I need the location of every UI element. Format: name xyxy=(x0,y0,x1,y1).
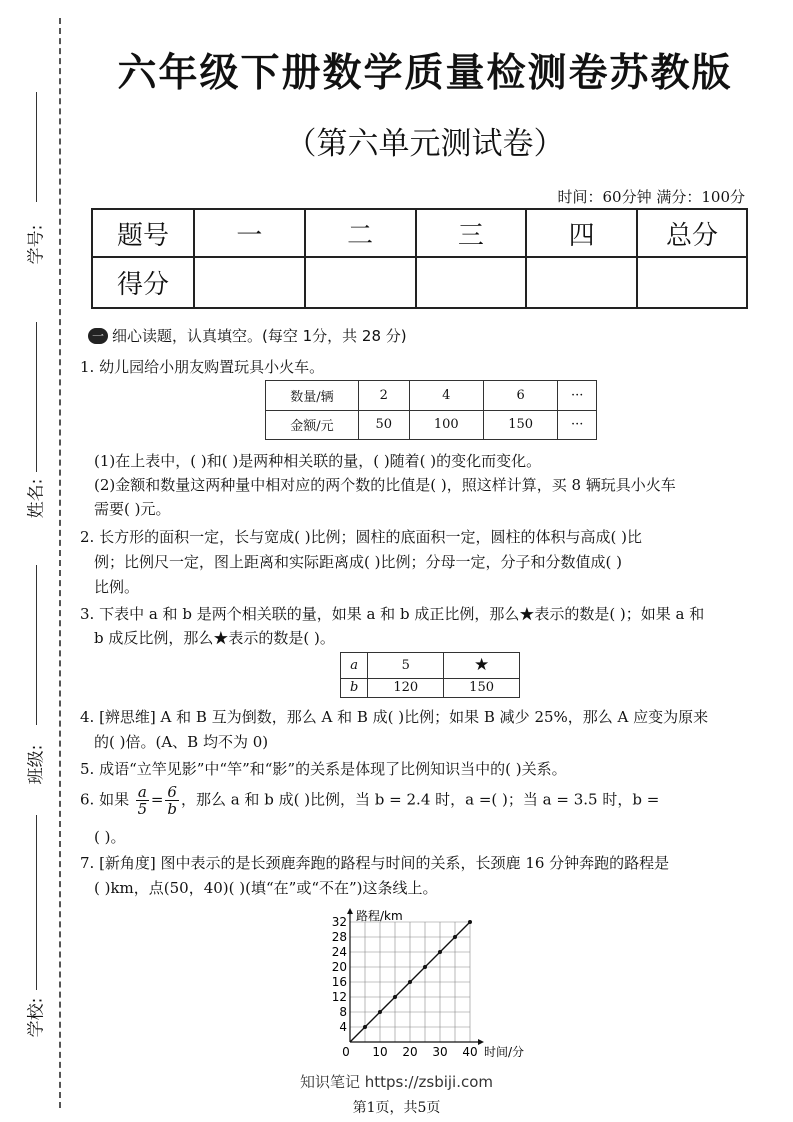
footer-page-number: 第1页，共5页 xyxy=(352,1100,441,1116)
x-axis-label: 时间/分 xyxy=(484,1045,525,1059)
x-tick-label: 10 xyxy=(372,1045,388,1059)
binding-dashed-line xyxy=(59,18,61,1108)
school-label: 学校: xyxy=(26,997,47,1038)
q3-table xyxy=(340,652,520,698)
data-point xyxy=(408,980,412,984)
q6-suffix: ，那么 a 和 b 成( )比例，当 b = 2.4 时，a =( )；当 a = 3.5 时，b = xyxy=(180,790,660,809)
score-header-cell: 二 xyxy=(305,209,416,257)
q6-line1 xyxy=(80,784,659,817)
q5-line1: 5. 成语“立竿见影”中“竿”和“影”的关系是体现了比例知识当中的( )关系。 xyxy=(80,760,567,778)
data-point xyxy=(378,1010,382,1014)
x-tick-label: 30 xyxy=(432,1045,448,1059)
y-tick-label: 20 xyxy=(331,960,347,974)
q3-table-cell: 150 xyxy=(444,678,520,697)
data-point xyxy=(363,1025,367,1029)
q3-line1: 3. 下表中 a 和 b 是两个相关联的量，如果 a 和 b 成正比例，那么★表示的数是( )；如果 a 和 xyxy=(80,605,705,623)
class-line xyxy=(36,565,37,725)
q1-table-cell: 50 xyxy=(359,410,410,440)
q1-table-cell: 100 xyxy=(409,410,483,440)
y-tick-label: 8 xyxy=(339,1005,347,1019)
q7-line1: 7. [新角度] 图中表示的是长颈鹿奔跑的路程与时间的关系，长颈鹿 16 分钟奔跑的路程是 xyxy=(80,854,670,872)
q4-line2: 的( )倍。(A、B 均不为 0) xyxy=(94,733,269,751)
exam-meta: 时间：60分钟 满分：100分 xyxy=(557,188,745,206)
q6-prefix: 6. 如果 xyxy=(80,790,130,809)
x-tick-label: 20 xyxy=(402,1045,418,1059)
q3-line2: b 成反比例，那么★表示的数是( )。 xyxy=(94,629,335,647)
score-header-cell: 一 xyxy=(194,209,305,257)
class-label: 班级: xyxy=(26,744,47,785)
score-input-cell[interactable] xyxy=(637,257,747,308)
q1-stem: 1. 幼儿园给小朋友购置玩具小火车。 xyxy=(80,358,325,376)
y-tick-label: 16 xyxy=(331,975,347,989)
q1-table-cell: 金额/元 xyxy=(266,410,359,440)
q1-sub1: (1)在上表中，( )和( )是两种相关联的量，( )随着( )的变化而变化。 xyxy=(94,452,542,470)
y-tick-label: 32 xyxy=(331,915,347,929)
q6-line2: ( )。 xyxy=(94,828,126,846)
data-point xyxy=(438,950,442,954)
q6-equals: = xyxy=(150,790,164,809)
q6-fraction-6-over-b xyxy=(165,784,179,817)
score-input-cell[interactable] xyxy=(416,257,527,308)
page-subtitle: （第六单元测试卷） xyxy=(285,126,565,162)
y-tick-label: 12 xyxy=(331,990,347,1004)
q3-table-cell: ★ xyxy=(444,653,520,679)
q6-frac2-numerator: 6 xyxy=(167,783,177,801)
q3-table-cell: b xyxy=(341,678,368,697)
data-point xyxy=(453,935,457,939)
q6-fraction-a-over-5 xyxy=(136,784,149,817)
q1-table-cell: 6 xyxy=(483,381,557,411)
q1-table-cell: 150 xyxy=(483,410,557,440)
q1-table-cell: 4 xyxy=(409,381,483,411)
x-tick-label: 40 xyxy=(462,1045,478,1059)
q1-table-cell: ··· xyxy=(558,410,597,440)
score-header-cell: 题号 xyxy=(92,209,194,257)
q3-table-cell: 5 xyxy=(368,653,444,679)
section-title: 细心读题，认真填空。(每空 1分，共 28 分) xyxy=(112,327,407,345)
score-row-label: 得分 xyxy=(92,257,194,308)
footer-site: 知识笔记 https://zsbiji.com xyxy=(299,1073,494,1091)
q6-frac1-denominator: 5 xyxy=(137,800,148,818)
q2-line2: 例；比例尺一定，图上距离和实际距离成( )比例；分母一定，分子和分数值成( ) xyxy=(94,553,622,571)
section-heading xyxy=(88,325,407,346)
data-point xyxy=(468,920,472,924)
q1-table-cell: 数量/辆 xyxy=(266,381,359,411)
q7-line2: ( )km，点(50，40)( )(填“在”或“不在”)这条线上。 xyxy=(94,879,438,897)
q6-frac2-denominator: b xyxy=(167,800,177,818)
y-axis-arrow xyxy=(347,908,353,914)
q6-frac1-numerator: a xyxy=(137,783,147,801)
score-input-cell[interactable] xyxy=(526,257,637,308)
q3-table-cell: 120 xyxy=(368,678,444,697)
q2-line3: 比例。 xyxy=(94,578,140,596)
score-header-cell: 四 xyxy=(526,209,637,257)
q1-sub2: (2)金额和数量这两种量中相对应的两个数的比值是( )，照这样计算，买 8 辆玩具小火车 xyxy=(94,476,676,494)
x-tick-label: 0 xyxy=(342,1045,350,1059)
y-tick-label: 28 xyxy=(331,930,347,944)
y-axis-label: 路程/km xyxy=(356,909,403,923)
q1-table-cell: ··· xyxy=(558,381,597,411)
page-title: 六年级下册数学质量检测卷苏教版 xyxy=(117,50,733,96)
data-point xyxy=(423,965,427,969)
q1-table-cell: 2 xyxy=(359,381,410,411)
y-tick-label: 4 xyxy=(339,1020,347,1034)
score-header-cell: 三 xyxy=(416,209,527,257)
q2-line1: 2. 长方形的面积一定，长与宽成( )比例；圆柱的底面积一定，圆柱的体积与高成( )比 xyxy=(80,528,643,546)
distance-time-chart xyxy=(320,902,540,1062)
score-header-cell: 总分 xyxy=(637,209,747,257)
q4-line1: 4. [辨思维] A 和 B 互为倒数，那么 A 和 B 成( )比例；如果 B 减少 25%，那么 A 应变为原来 xyxy=(80,708,709,726)
section-badge: 一 xyxy=(88,328,108,344)
school-line xyxy=(36,815,37,990)
score-table xyxy=(91,208,748,309)
q1-table xyxy=(265,380,597,440)
q3-table-cell: a xyxy=(341,653,368,679)
y-tick-label: 24 xyxy=(331,945,347,959)
q1-sub2-cont: 需要( )元。 xyxy=(94,500,171,518)
student-id-line xyxy=(36,92,37,202)
score-input-cell[interactable] xyxy=(305,257,416,308)
score-input-cell[interactable] xyxy=(194,257,305,308)
name-line xyxy=(36,322,37,472)
student-id-label: 学号: xyxy=(26,224,47,265)
name-label: 姓名: xyxy=(26,478,47,519)
data-point xyxy=(393,995,397,999)
